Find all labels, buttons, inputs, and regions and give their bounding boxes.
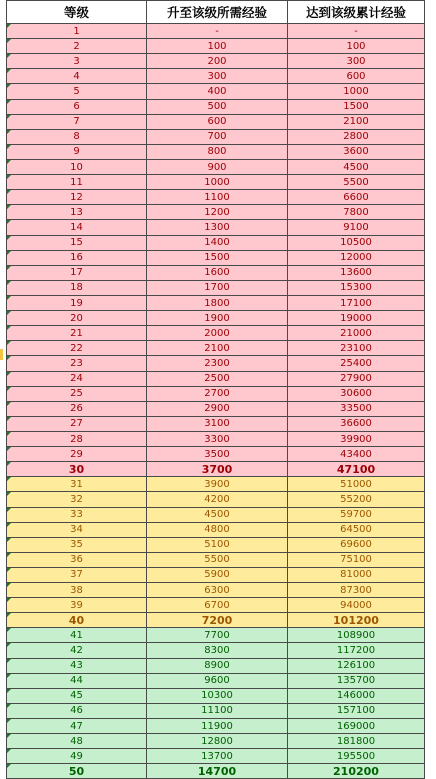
exp-total-cell[interactable]: 101200 — [288, 613, 425, 628]
table-row — [7, 84, 425, 99]
exp-needed-cell[interactable]: 14700 — [147, 764, 288, 779]
exp-needed-cell[interactable]: 10300 — [147, 688, 288, 703]
exp-needed-cell[interactable]: 11900 — [147, 719, 288, 734]
exp-total-cell[interactable]: 33500 — [288, 401, 425, 416]
level-cell[interactable]: 27 — [7, 416, 147, 431]
exp-total-cell[interactable]: 10500 — [288, 235, 425, 250]
table-row — [7, 190, 425, 205]
table-row — [7, 764, 425, 779]
level-cell[interactable]: 40 — [7, 613, 147, 628]
exp-total-cell[interactable]: 2800 — [288, 129, 425, 144]
table-row — [7, 341, 425, 356]
level-cell[interactable]: 21 — [7, 326, 147, 341]
exp-total-cell[interactable]: 135700 — [288, 673, 425, 688]
exp-needed-cell[interactable]: - — [147, 24, 288, 39]
exp-total-cell[interactable]: 12000 — [288, 250, 425, 265]
level-cell[interactable]: 12 — [7, 190, 147, 205]
exp-total-cell[interactable]: 5500 — [288, 175, 425, 190]
exp-total-cell[interactable]: 146000 — [288, 688, 425, 703]
exp-total-cell[interactable]: 47100 — [288, 462, 425, 477]
table-row — [7, 39, 425, 54]
level-cell[interactable]: 13 — [7, 205, 147, 220]
exp-needed-cell[interactable]: 2300 — [147, 356, 288, 371]
level-cell[interactable]: 50 — [7, 764, 147, 779]
table-row — [7, 159, 425, 174]
exp-needed-cell[interactable]: 2000 — [147, 326, 288, 341]
exp-total-cell[interactable]: 36600 — [288, 416, 425, 431]
exp-needed-cell[interactable]: 9600 — [147, 673, 288, 688]
table-row — [7, 537, 425, 552]
exp-total-cell[interactable]: 21000 — [288, 326, 425, 341]
table-row — [7, 99, 425, 114]
table-row — [7, 492, 425, 507]
exp-needed-cell[interactable]: 1700 — [147, 280, 288, 295]
table-row — [7, 567, 425, 582]
exp-needed-cell[interactable]: 400 — [147, 84, 288, 99]
table-row — [7, 114, 425, 129]
table-row — [7, 129, 425, 144]
exp-total-cell[interactable]: 13600 — [288, 265, 425, 280]
row-selection-marker — [0, 349, 3, 360]
table-row — [7, 54, 425, 69]
exp-total-cell[interactable]: 51000 — [288, 477, 425, 492]
exp-total-cell[interactable]: 157100 — [288, 703, 425, 718]
level-cell[interactable]: 32 — [7, 492, 147, 507]
level-cell[interactable]: 6 — [7, 99, 147, 114]
exp-total-cell[interactable]: 9100 — [288, 220, 425, 235]
exp-total-cell[interactable]: 126100 — [288, 658, 425, 673]
level-cell[interactable]: 25 — [7, 386, 147, 401]
exp-needed-cell[interactable]: 2700 — [147, 386, 288, 401]
exp-needed-cell[interactable]: 900 — [147, 159, 288, 174]
level-cell[interactable]: 43 — [7, 658, 147, 673]
level-cell[interactable]: 28 — [7, 431, 147, 446]
header-level[interactable]: 等级 — [7, 1, 147, 24]
exp-total-cell[interactable]: 2100 — [288, 114, 425, 129]
table-row — [7, 598, 425, 613]
exp-needed-cell[interactable]: 1000 — [147, 175, 288, 190]
exp-needed-cell[interactable]: 1600 — [147, 265, 288, 280]
table-row — [7, 220, 425, 235]
table-row — [7, 613, 425, 628]
header-exp-total[interactable]: 达到该级累计经验 — [288, 1, 425, 24]
table-row — [7, 477, 425, 492]
level-cell[interactable]: 44 — [7, 673, 147, 688]
exp-total-cell[interactable]: 181800 — [288, 734, 425, 749]
exp-total-cell[interactable]: 55200 — [288, 492, 425, 507]
table-row — [7, 719, 425, 734]
table-row — [7, 144, 425, 159]
level-cell[interactable]: 36 — [7, 552, 147, 567]
level-cell[interactable]: 38 — [7, 583, 147, 598]
exp-total-cell[interactable]: 23100 — [288, 341, 425, 356]
exp-needed-cell[interactable]: 7700 — [147, 628, 288, 643]
exp-total-cell[interactable]: 210200 — [288, 764, 425, 779]
level-cell[interactable]: 45 — [7, 688, 147, 703]
table-row — [7, 416, 425, 431]
level-cell[interactable]: 15 — [7, 235, 147, 250]
exp-needed-cell[interactable]: 5100 — [147, 537, 288, 552]
level-cell[interactable]: 23 — [7, 356, 147, 371]
exp-total-cell[interactable]: 6600 — [288, 190, 425, 205]
level-cell[interactable]: 11 — [7, 175, 147, 190]
exp-total-cell[interactable]: 94000 — [288, 598, 425, 613]
level-cell[interactable]: 1 — [7, 24, 147, 39]
exp-needed-cell[interactable]: 7200 — [147, 613, 288, 628]
level-cell[interactable]: 39 — [7, 598, 147, 613]
level-cell[interactable]: 20 — [7, 311, 147, 326]
level-cell[interactable]: 3 — [7, 54, 147, 69]
level-cell[interactable]: 5 — [7, 84, 147, 99]
table-row — [7, 552, 425, 567]
table-row — [7, 643, 425, 658]
level-cell[interactable]: 33 — [7, 507, 147, 522]
table-row — [7, 356, 425, 371]
exp-total-cell[interactable]: 39900 — [288, 431, 425, 446]
exp-total-cell[interactable]: 17100 — [288, 295, 425, 310]
exp-total-cell[interactable]: - — [288, 24, 425, 39]
exp-needed-cell[interactable]: 6300 — [147, 583, 288, 598]
level-cell[interactable]: 31 — [7, 477, 147, 492]
level-cell[interactable]: 35 — [7, 537, 147, 552]
exp-total-cell[interactable]: 87300 — [288, 583, 425, 598]
table-row — [7, 24, 425, 39]
exp-needed-cell[interactable]: 4200 — [147, 492, 288, 507]
level-cell[interactable]: 14 — [7, 220, 147, 235]
table-row — [7, 401, 425, 416]
table-row — [7, 326, 425, 341]
exp-needed-cell[interactable]: 3300 — [147, 431, 288, 446]
level-cell[interactable]: 19 — [7, 295, 147, 310]
level-cell[interactable]: 49 — [7, 749, 147, 764]
table-row — [7, 69, 425, 84]
exp-needed-cell[interactable]: 2500 — [147, 371, 288, 386]
table-row — [7, 462, 425, 477]
exp-needed-cell[interactable]: 3900 — [147, 477, 288, 492]
level-cell[interactable]: 34 — [7, 522, 147, 537]
table-row — [7, 250, 425, 265]
exp-total-cell[interactable]: 75100 — [288, 552, 425, 567]
level-cell[interactable]: 7 — [7, 114, 147, 129]
exp-needed-cell[interactable]: 13700 — [147, 749, 288, 764]
table-row — [7, 265, 425, 280]
level-experience-table — [6, 0, 425, 779]
exp-needed-cell[interactable]: 700 — [147, 129, 288, 144]
exp-total-cell[interactable]: 43400 — [288, 447, 425, 462]
exp-needed-cell[interactable]: 1200 — [147, 205, 288, 220]
level-cell[interactable]: 16 — [7, 250, 147, 265]
table-row — [7, 628, 425, 643]
exp-needed-cell[interactable]: 100 — [147, 39, 288, 54]
exp-total-cell[interactable]: 169000 — [288, 719, 425, 734]
exp-needed-cell[interactable]: 200 — [147, 54, 288, 69]
table-row — [7, 311, 425, 326]
exp-total-cell[interactable]: 59700 — [288, 507, 425, 522]
exp-needed-cell[interactable]: 1100 — [147, 190, 288, 205]
exp-total-cell[interactable]: 3600 — [288, 144, 425, 159]
table-row — [7, 673, 425, 688]
table-row — [7, 583, 425, 598]
table-row — [7, 295, 425, 310]
exp-needed-cell[interactable]: 300 — [147, 69, 288, 84]
table-row — [7, 371, 425, 386]
table-row — [7, 431, 425, 446]
level-cell[interactable]: 9 — [7, 144, 147, 159]
exp-total-cell[interactable]: 4500 — [288, 159, 425, 174]
exp-needed-cell[interactable]: 2900 — [147, 401, 288, 416]
table-row — [7, 703, 425, 718]
header-exp-needed[interactable]: 升至该级所需经验 — [147, 1, 288, 24]
exp-needed-cell[interactable]: 3500 — [147, 447, 288, 462]
table-row — [7, 749, 425, 764]
table-row — [7, 734, 425, 749]
exp-needed-cell[interactable]: 1400 — [147, 235, 288, 250]
exp-needed-cell[interactable]: 500 — [147, 99, 288, 114]
table-row — [7, 175, 425, 190]
exp-needed-cell[interactable]: 6700 — [147, 598, 288, 613]
level-cell[interactable]: 17 — [7, 265, 147, 280]
exp-needed-cell[interactable]: 1900 — [147, 311, 288, 326]
exp-needed-cell[interactable]: 800 — [147, 144, 288, 159]
exp-total-cell[interactable]: 100 — [288, 39, 425, 54]
exp-needed-cell[interactable]: 8300 — [147, 643, 288, 658]
exp-total-cell[interactable]: 81000 — [288, 567, 425, 582]
exp-total-cell[interactable]: 27900 — [288, 371, 425, 386]
level-cell[interactable]: 46 — [7, 703, 147, 718]
table-row — [7, 447, 425, 462]
table-row — [7, 280, 425, 295]
exp-needed-cell[interactable]: 4800 — [147, 522, 288, 537]
table-row — [7, 507, 425, 522]
table-row — [7, 522, 425, 537]
sheet-right-margin — [428, 0, 436, 773]
table-row — [7, 235, 425, 250]
exp-total-cell[interactable]: 30600 — [288, 386, 425, 401]
exp-needed-cell[interactable]: 1300 — [147, 220, 288, 235]
exp-needed-cell[interactable]: 1800 — [147, 295, 288, 310]
level-cell[interactable]: 41 — [7, 628, 147, 643]
exp-needed-cell[interactable]: 5500 — [147, 552, 288, 567]
level-cell[interactable]: 22 — [7, 341, 147, 356]
level-cell[interactable]: 30 — [7, 462, 147, 477]
header-row — [7, 1, 425, 24]
exp-needed-cell[interactable]: 600 — [147, 114, 288, 129]
level-cell[interactable]: 18 — [7, 280, 147, 295]
exp-total-cell[interactable]: 117200 — [288, 643, 425, 658]
exp-needed-cell[interactable]: 12800 — [147, 734, 288, 749]
table-row — [7, 658, 425, 673]
exp-total-cell[interactable]: 108900 — [288, 628, 425, 643]
exp-total-cell[interactable]: 15300 — [288, 280, 425, 295]
exp-needed-cell[interactable]: 3700 — [147, 462, 288, 477]
exp-needed-cell[interactable]: 1500 — [147, 250, 288, 265]
exp-total-cell[interactable]: 64500 — [288, 522, 425, 537]
exp-needed-cell[interactable]: 5900 — [147, 567, 288, 582]
level-cell[interactable]: 8 — [7, 129, 147, 144]
level-cell[interactable]: 2 — [7, 39, 147, 54]
exp-needed-cell[interactable]: 8900 — [147, 658, 288, 673]
level-cell[interactable]: 4 — [7, 69, 147, 84]
level-cell[interactable]: 10 — [7, 159, 147, 174]
exp-total-cell[interactable]: 1000 — [288, 84, 425, 99]
exp-total-cell[interactable]: 600 — [288, 69, 425, 84]
exp-total-cell[interactable]: 1500 — [288, 99, 425, 114]
exp-total-cell[interactable]: 19000 — [288, 311, 425, 326]
level-cell[interactable]: 26 — [7, 401, 147, 416]
exp-total-cell[interactable]: 300 — [288, 54, 425, 69]
table-body — [7, 24, 425, 779]
level-cell[interactable]: 47 — [7, 719, 147, 734]
table-row — [7, 688, 425, 703]
exp-total-cell[interactable]: 7800 — [288, 205, 425, 220]
exp-needed-cell[interactable]: 3100 — [147, 416, 288, 431]
exp-needed-cell[interactable]: 11100 — [147, 703, 288, 718]
level-cell[interactable]: 29 — [7, 447, 147, 462]
level-cell[interactable]: 42 — [7, 643, 147, 658]
table-row — [7, 386, 425, 401]
level-cell[interactable]: 48 — [7, 734, 147, 749]
level-cell[interactable]: 24 — [7, 371, 147, 386]
exp-needed-cell[interactable]: 2100 — [147, 341, 288, 356]
level-cell[interactable]: 37 — [7, 567, 147, 582]
exp-total-cell[interactable]: 69600 — [288, 537, 425, 552]
exp-total-cell[interactable]: 195500 — [288, 749, 425, 764]
exp-needed-cell[interactable]: 4500 — [147, 507, 288, 522]
exp-total-cell[interactable]: 25400 — [288, 356, 425, 371]
table-row — [7, 205, 425, 220]
